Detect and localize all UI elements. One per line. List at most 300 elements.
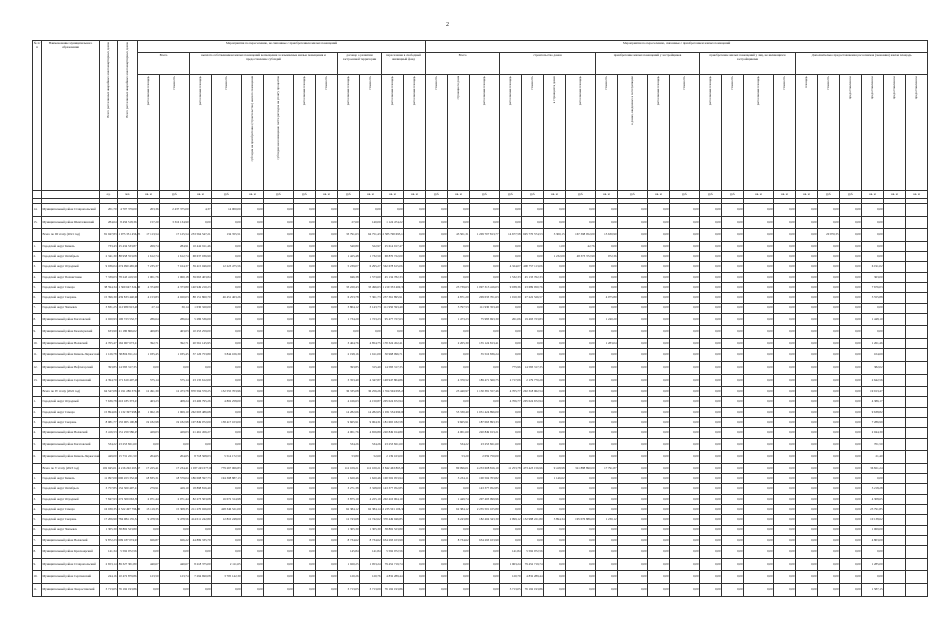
row-number: 6. xyxy=(33,293,42,303)
value-cell xyxy=(884,272,906,282)
value-cell: 0,00 xyxy=(670,535,700,545)
unit-cell: руб. xyxy=(212,191,242,199)
value-cell: 0,00 xyxy=(744,282,774,292)
value-cell: 0,00 xyxy=(212,374,242,387)
value-cell: 0,00 xyxy=(744,229,774,242)
value-cell: 0,00 xyxy=(190,546,212,559)
header-payout: выплата собственникам жилых помещений возмещения за изымаемые жилые помещения и предоставление субсидий xyxy=(190,53,338,75)
value-cell: 8 456 518,36 xyxy=(118,216,138,229)
value-cell: 0,00 xyxy=(818,504,840,514)
value-cell: 0,00 xyxy=(404,361,426,374)
value-cell: 205 024 672,94 xyxy=(522,397,544,407)
value-cell: 0,00 xyxy=(500,252,522,262)
table-row xyxy=(33,515,928,525)
municipality-name: Городской округ Чапаевск xyxy=(42,525,100,535)
value-cell: 0,00 xyxy=(426,293,448,303)
unit-cell xyxy=(42,191,100,199)
value-cell: 0,00 xyxy=(242,361,264,374)
value-cell: 0,00 xyxy=(722,229,744,242)
value-cell: 2 999,12 xyxy=(500,515,522,525)
value-cell: 42,76 xyxy=(566,241,596,251)
subheader-cell xyxy=(448,75,470,191)
value-cell: 0,00 xyxy=(840,546,862,559)
value-cell: 0,00 xyxy=(448,546,470,559)
value-cell xyxy=(884,583,906,596)
value-cell: 38 802 523,80 xyxy=(382,525,404,535)
value-cell: 0,00 xyxy=(818,339,840,349)
row-number: 10. xyxy=(33,571,42,584)
value-cell: 141,84 xyxy=(360,546,382,559)
value-cell: 0,00 xyxy=(544,438,566,451)
value-cell: 55 330,40 xyxy=(448,407,470,417)
value-cell: 1 425,48 xyxy=(338,252,360,262)
subheader-text: расселяемая площадь xyxy=(577,76,582,106)
value-cell: 695 770 574,53 xyxy=(522,229,544,242)
value-cell: 0,00 xyxy=(404,349,426,362)
value-cell: 321 888 890,00 xyxy=(566,463,596,473)
value-cell: 4 233 608 816,19 xyxy=(470,463,500,473)
value-cell: 0,00 xyxy=(618,339,648,349)
value-cell: 440,67 xyxy=(160,558,190,571)
value-cell: 0,00 xyxy=(294,535,316,545)
value-cell: 0,00 xyxy=(500,303,522,313)
value-cell: 274 990 465,96 xyxy=(118,262,138,272)
value-cell: 9 478,56 xyxy=(160,515,190,525)
value-cell: 0,00 xyxy=(722,525,744,535)
value-cell xyxy=(906,282,928,292)
value-cell: 1 285,00 xyxy=(862,558,884,571)
subheader-cell xyxy=(796,75,818,191)
value-cell: 0,00 xyxy=(840,397,862,407)
value-cell: 0,00 xyxy=(242,397,264,407)
value-cell: 0,00 xyxy=(426,546,448,559)
value-cell: 0,00 xyxy=(840,494,862,504)
value-cell: 0,00 xyxy=(316,303,338,313)
value-cell: 10 253 259,00 xyxy=(190,326,212,339)
value-cell: 0,00 xyxy=(404,474,426,484)
value-cell: 439 833 440,90 xyxy=(118,293,138,303)
value-cell: 4 802 258,00 xyxy=(212,397,242,407)
value-cell: 0,00 xyxy=(404,397,426,407)
value-cell: 4 832 289,44 xyxy=(382,571,404,584)
unit-cell: кв. м xyxy=(138,191,160,199)
value-cell xyxy=(884,418,906,428)
value-cell: 392,71 xyxy=(138,339,160,349)
value-cell xyxy=(884,571,906,584)
value-cell: 209 033 701,63 xyxy=(470,293,500,303)
value-cell: 0,00 xyxy=(840,525,862,535)
value-cell: 8 718 568,03 xyxy=(190,451,212,464)
value-cell: 0,00 xyxy=(470,546,500,559)
table-row xyxy=(33,313,928,326)
value-cell: 0,00 xyxy=(544,293,566,303)
value-cell: 0,00 xyxy=(744,474,774,484)
value-cell: 148 947 804,86 xyxy=(382,374,404,387)
subheader-cell xyxy=(566,75,596,191)
value-cell: 0,00 xyxy=(774,571,796,584)
value-cell: 0,00 xyxy=(744,216,774,229)
value-cell: 0,00 xyxy=(264,397,294,407)
value-cell: 0,00 xyxy=(242,428,264,438)
value-cell: 0,00 xyxy=(242,293,264,303)
value-cell: 1 920,25 xyxy=(338,558,360,571)
value-cell: 0,00 xyxy=(774,397,796,407)
value-cell: 0,00 xyxy=(242,272,264,282)
value-cell xyxy=(884,438,906,451)
value-cell: 17 234,41 xyxy=(160,463,190,473)
value-cell: 0,00 xyxy=(774,504,796,514)
value-cell: 0,00 xyxy=(840,438,862,451)
value-cell: 0,00 xyxy=(212,216,242,229)
value-cell: 0,00 xyxy=(596,418,618,428)
value-cell: 0,00 xyxy=(360,204,382,217)
value-cell: 0,00 xyxy=(722,583,744,596)
value-cell: 0,00 xyxy=(818,418,840,428)
value-cell: 0,00 xyxy=(264,262,294,272)
value-cell: 0,00 xyxy=(448,349,470,362)
value-cell: 469,83 xyxy=(138,326,160,339)
value-cell: 0,00 xyxy=(648,463,670,473)
value-cell: 0,00 xyxy=(618,583,648,596)
value-cell: 0,00 xyxy=(796,397,818,407)
subheader-text: стоимость xyxy=(171,76,176,91)
header-people xyxy=(118,41,138,191)
value-cell: 0,00 xyxy=(648,525,670,535)
value-cell: 429,10 xyxy=(160,484,190,494)
value-cell: 0,00 xyxy=(566,313,596,326)
subheader-text: расселяемая площадь xyxy=(755,76,760,106)
value-cell xyxy=(884,504,906,514)
value-cell: 12 223 475,56 xyxy=(212,262,242,272)
value-cell: 0,00 xyxy=(316,293,338,303)
value-cell: 0,00 xyxy=(700,438,722,451)
value-cell: 20 970,35 xyxy=(818,229,840,242)
value-cell xyxy=(906,252,928,262)
value-cell: 0,00 xyxy=(264,418,294,428)
value-cell: 0,00 xyxy=(744,525,774,535)
value-cell: 0,00 xyxy=(294,216,316,229)
value-cell: 8 734,62 xyxy=(338,535,360,545)
value-cell: 2 044,30 xyxy=(862,428,884,438)
unit-cell: руб. xyxy=(470,191,500,199)
value-cell: 0,00 xyxy=(448,216,470,229)
value-cell: 0,00 xyxy=(722,349,744,362)
value-cell: 3 218,28 xyxy=(862,484,884,494)
value-cell: 0,00 xyxy=(818,494,840,504)
value-cell: 18 579,04 xyxy=(160,474,190,484)
value-cell: 100 504 703,82 xyxy=(470,474,500,484)
subheader-text: стоимость xyxy=(529,76,534,91)
value-cell: 0,00 xyxy=(722,339,744,349)
row-number xyxy=(33,229,42,242)
value-cell: 0,00 xyxy=(544,303,566,313)
value-cell: 0,00 xyxy=(294,252,316,262)
value-cell: 0,00 xyxy=(648,361,670,374)
value-cell: 15 630,90 xyxy=(596,229,618,242)
value-cell xyxy=(884,387,906,397)
value-cell: 0,00 xyxy=(404,272,426,282)
value-cell: 0,00 xyxy=(470,361,500,374)
value-cell: 0,00 xyxy=(744,451,774,464)
value-cell: 0,00 xyxy=(448,571,470,584)
row-number: 7. xyxy=(33,303,42,313)
value-cell: 0,00 xyxy=(818,241,840,251)
value-cell: 0,00 xyxy=(596,272,618,282)
subheader-text: в домах, введенных в эксплуатацию xyxy=(629,76,634,125)
value-cell: 0,00 xyxy=(212,546,242,559)
value-cell: 152 988 221,80 xyxy=(522,515,544,525)
value-cell: 0,00 xyxy=(722,418,744,428)
value-cell: 0,00 xyxy=(426,451,448,464)
value-cell: 0,00 xyxy=(544,504,566,514)
value-cell: 0,00 xyxy=(212,583,242,596)
value-cell: 0,00 xyxy=(316,204,338,217)
value-cell: 0,00 xyxy=(774,484,796,494)
value-cell: 0,00 xyxy=(566,504,596,514)
value-cell: 0,00 xyxy=(840,484,862,494)
value-cell: 0,00 xyxy=(722,387,744,397)
value-cell: 0,00 xyxy=(404,313,426,326)
value-cell: 0,00 xyxy=(522,339,544,349)
table-row xyxy=(33,494,928,504)
value-cell: 0,00 xyxy=(566,387,596,397)
table-row xyxy=(33,229,928,242)
value-cell: 1 612,74 xyxy=(138,252,160,262)
value-cell: 4 150,87 xyxy=(360,397,382,407)
value-cell: 112 109,21 xyxy=(338,463,360,473)
value-cell: 733,43 xyxy=(100,241,118,251)
value-cell: 1 097 313 416,03 xyxy=(470,282,500,292)
value-cell: 1 734,29 xyxy=(338,313,360,326)
value-cell: 78 243 419,59 xyxy=(118,272,138,282)
value-cell: 0,00 xyxy=(242,326,264,339)
value-cell: 0,00 xyxy=(316,349,338,362)
row-number: 12. xyxy=(33,361,42,374)
value-cell: 157,20 xyxy=(138,216,160,229)
value-cell: 0,00 xyxy=(426,407,448,417)
value-cell: 2 059 750,00 xyxy=(470,451,500,464)
value-cell: 0,00 xyxy=(138,546,160,559)
value-cell: 0,00 xyxy=(744,293,774,303)
value-cell: 202 410 064,10 xyxy=(382,494,404,504)
value-cell: 53,80 xyxy=(338,451,360,464)
municipality-name: Муниципальный район Нефтегорский xyxy=(42,361,100,374)
value-cell: 0,00 xyxy=(722,361,744,374)
value-cell: 0,00 xyxy=(566,326,596,339)
value-cell: 0,00 xyxy=(470,571,500,584)
value-cell: 0,00 xyxy=(670,504,700,514)
value-cell: 0,00 xyxy=(316,418,338,428)
unit-cell xyxy=(33,191,42,199)
value-cell: 0,00 xyxy=(796,463,818,473)
value-cell: 33 220,43 xyxy=(338,282,360,292)
municipality-name: Городской округ Самара xyxy=(42,504,100,514)
value-cell: 0,00 xyxy=(426,361,448,374)
value-cell: 1 305,30 xyxy=(360,525,382,535)
value-cell: 4 075,80 xyxy=(596,293,618,303)
value-cell: 0,00 xyxy=(840,349,862,362)
value-cell: 0,00 xyxy=(648,262,670,272)
value-cell: 0,00 xyxy=(744,484,774,494)
value-cell: 0,00 xyxy=(744,535,774,545)
value-cell xyxy=(884,252,906,262)
value-cell: 784 084 135,34 xyxy=(118,515,138,525)
value-cell: 0,00 xyxy=(618,326,648,339)
value-cell: 0,00 xyxy=(566,349,596,362)
value-cell: 134 355,51 xyxy=(212,229,242,242)
value-cell: 0,00 xyxy=(566,558,596,571)
subheader-cell xyxy=(818,75,840,191)
value-cell: 0,00 xyxy=(382,204,404,217)
value-cell: 0,00 xyxy=(242,241,264,251)
subheader-cell xyxy=(294,75,316,191)
value-cell: 1 360 647 324,90 xyxy=(118,282,138,292)
value-cell: 0,00 xyxy=(404,204,426,217)
value-cell: 429,03 xyxy=(138,428,160,438)
value-cell: 0,00 xyxy=(294,229,316,242)
value-cell: 0,00 xyxy=(774,463,796,473)
housing-relocation-table xyxy=(32,40,928,597)
value-cell: 0,00 xyxy=(744,349,774,362)
value-cell: 0,00 xyxy=(596,326,618,339)
value-cell: 0,00 xyxy=(242,418,264,428)
value-cell: 3 316 134,90 xyxy=(160,216,190,229)
value-cell: 2 020,93 xyxy=(100,313,118,326)
row-number: 7. xyxy=(33,535,42,545)
value-cell: 0,00 xyxy=(618,451,648,464)
value-cell: 3 143,73 xyxy=(360,303,382,313)
value-cell: 143 377 052,85 xyxy=(470,484,500,494)
table-row xyxy=(33,361,928,374)
value-cell: 0,00 xyxy=(404,303,426,313)
value-cell: 0,00 xyxy=(382,326,404,339)
value-cell: 0,00 xyxy=(470,204,500,217)
header-free-fund: переселение в свободный жилищный фонд xyxy=(382,53,426,75)
value-cell: 0,00 xyxy=(544,571,566,584)
subheader-text: стоимость xyxy=(681,76,686,91)
value-cell: 1 620,46 xyxy=(338,474,360,484)
value-cell: 0,00 xyxy=(294,571,316,584)
value-cell: 0,00 xyxy=(744,361,774,374)
value-cell: 0,00 xyxy=(566,571,596,584)
value-cell: 701,50 xyxy=(862,438,884,451)
value-cell: 62 384,14 xyxy=(360,504,382,514)
value-cell: 0,00 xyxy=(618,546,648,559)
value-cell: 0,00 xyxy=(774,349,796,362)
value-cell: 14 583 317,35 xyxy=(118,361,138,374)
value-cell: 0,00 xyxy=(744,374,774,387)
unit-cell: руб. xyxy=(700,191,722,199)
value-cell: 0,00 xyxy=(670,349,700,362)
value-cell: 1 448,10 xyxy=(862,313,884,326)
municipality-name: Городской округ Похвистнево xyxy=(42,272,100,282)
value-cell: 0,00 xyxy=(294,418,316,428)
value-cell: 0,00 xyxy=(670,474,700,484)
value-cell: 0,00 xyxy=(294,339,316,349)
municipality-name: Городской округ Отрадный xyxy=(42,494,100,504)
value-cell: 0,00 xyxy=(596,204,618,217)
value-cell: 0,00 xyxy=(618,463,648,473)
municipality-name: Городской округ Октябрьск xyxy=(42,252,100,262)
value-cell: 0,00 xyxy=(618,282,648,292)
value-cell: 926,22 xyxy=(160,535,190,545)
value-cell: 0,00 xyxy=(294,407,316,417)
value-cell: 194 308 887,13 xyxy=(212,474,242,484)
header-houses xyxy=(100,41,118,191)
value-cell: 0,00 xyxy=(426,282,448,292)
value-cell: 3 713,09 xyxy=(360,583,382,596)
value-cell: 36 821,24 xyxy=(862,463,884,473)
value-cell: 0,00 xyxy=(264,282,294,292)
value-cell: 0,00 xyxy=(774,272,796,282)
value-cell: 0,00 xyxy=(426,474,448,484)
value-cell: 0,00 xyxy=(818,282,840,292)
value-cell: 89 327 301,80 xyxy=(118,558,138,571)
value-cell: 0,00 xyxy=(404,252,426,262)
value-cell: 76 192 193,86 xyxy=(522,583,544,596)
value-cell: 0,00 xyxy=(242,229,264,242)
value-cell: 7 361,73 xyxy=(360,293,382,303)
value-cell: 0,00 xyxy=(700,428,722,438)
value-cell: 0,00 xyxy=(404,374,426,387)
value-cell: 0,00 xyxy=(670,428,700,438)
value-cell: 0,00 xyxy=(774,451,796,464)
value-cell: 0,00 xyxy=(138,525,160,535)
value-cell: 0,00 xyxy=(596,504,618,514)
value-cell: 0,00 xyxy=(522,216,544,229)
value-cell: 0,00 xyxy=(264,515,294,525)
value-cell: 0,00 xyxy=(774,374,796,387)
value-cell: 0,00 xyxy=(818,583,840,596)
value-cell: 0,00 xyxy=(544,374,566,387)
municipality-name: Всего по IV этапу (2022 год) xyxy=(42,387,100,397)
value-cell: 0,00 xyxy=(316,546,338,559)
value-cell: 0,00 xyxy=(426,272,448,282)
row-number: 8. xyxy=(33,313,42,326)
value-cell: 0,00 xyxy=(448,241,470,251)
value-cell: 0,00 xyxy=(264,463,294,473)
value-cell: 0,00 xyxy=(596,546,618,559)
value-cell: 0,00 xyxy=(796,326,818,339)
value-cell: 0,00 xyxy=(566,484,596,494)
value-cell: 0,00 xyxy=(522,326,544,339)
value-cell: 0,00 xyxy=(596,374,618,387)
value-cell: 0,00 xyxy=(190,216,212,229)
value-cell: 46 451 463,26 xyxy=(212,293,242,303)
value-cell: 4 832 289,44 xyxy=(522,571,544,584)
value-cell: 562 678 615,06 xyxy=(382,262,404,272)
value-cell: 0,00 xyxy=(744,407,774,417)
value-cell: 0,00 xyxy=(862,474,884,484)
value-cell: 244,16 xyxy=(100,571,118,584)
value-cell: 0,00 xyxy=(862,252,884,262)
value-cell: 1 001,76 xyxy=(138,272,160,282)
table-row xyxy=(33,525,928,535)
row-number: 4. xyxy=(33,428,42,438)
value-cell: 0,00 xyxy=(722,272,744,282)
unit-cell: кв. м xyxy=(648,191,670,199)
subheader-text: расселяемая площадь xyxy=(655,76,660,106)
value-cell: 0,00 xyxy=(840,451,862,464)
value-cell xyxy=(906,229,928,242)
unit-cell: руб. xyxy=(618,191,648,199)
subheader-cell xyxy=(404,75,426,191)
value-cell: 4 394,70 xyxy=(100,374,118,387)
value-cell: 0,00 xyxy=(818,525,840,535)
value-cell: 0,00 xyxy=(294,504,316,514)
value-cell: 1 305,30 xyxy=(100,525,118,535)
value-cell: 0,00 xyxy=(774,361,796,374)
